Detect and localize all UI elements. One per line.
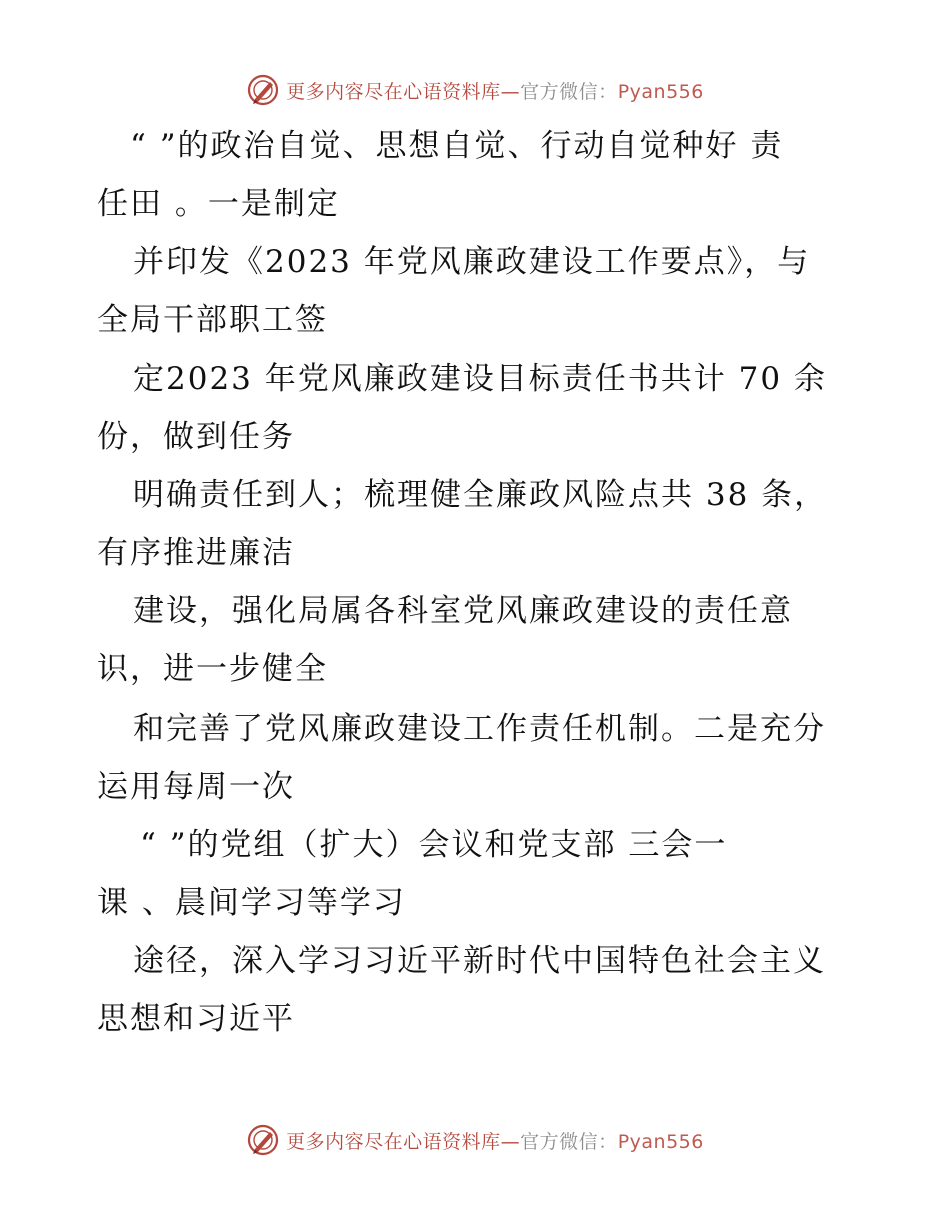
pen-logo-icon <box>246 73 280 107</box>
pen-logo-icon <box>246 1123 280 1157</box>
body-line-2: 任田 。一是制定 <box>97 186 340 222</box>
body-line-3: 并印发《2023 年党风廉政建设工作要点》，与 <box>133 244 811 280</box>
footer-banner-text <box>286 1127 704 1154</box>
footer-wechat-id: Pyan556 <box>617 1130 704 1153</box>
header-banner-text <box>286 77 704 104</box>
body-line-1: “ ”的政治自觉、思想自觉、行动自觉种好 责 <box>130 128 784 164</box>
body-line-11: 和完善了党风廉政建设工作责任机制。二是充分 <box>133 711 826 747</box>
body-line-12: 运用每周一次 <box>97 769 295 805</box>
header-wechat-id: Pyan556 <box>617 80 704 103</box>
footer-promo-text: 更多内容尽在心语资料库 <box>286 1130 501 1153</box>
body-line-16: 思想和习近平 <box>97 1001 295 1037</box>
body-line-4: 全局干部职工签 <box>97 302 328 338</box>
header-promo-text: 更多内容尽在心语资料库 <box>286 80 501 103</box>
footer-dash: — <box>500 1130 521 1153</box>
body-line-14: 课 、晨间学习等学习 <box>97 885 406 921</box>
footer-banner <box>0 1120 950 1160</box>
footer-official-label: 官方微信： <box>520 1130 618 1153</box>
body-line-13: “ ”的党组（扩大）会议和党支部 三会一 <box>140 827 728 863</box>
body-line-15: 途径，深入学习习近平新时代中国特色社会主义 <box>133 943 826 979</box>
body-line-7: 明确责任到人；梳理健全廉政风险点共 38 条， <box>133 477 828 513</box>
header-dash: — <box>500 80 521 103</box>
body-line-5: 定2023 年党风廉政建设目标责任书共计 70 余 <box>133 361 827 397</box>
body-line-9: 建设，强化局属各科室党风廉政建设的责任意 <box>133 593 793 629</box>
header-banner <box>0 70 950 110</box>
body-line-6: 份，做到任务 <box>97 419 295 455</box>
body-line-8: 有序推进廉洁 <box>97 535 295 571</box>
header-official-label: 官方微信： <box>520 80 618 103</box>
body-line-10: 识，进一步健全 <box>97 651 328 687</box>
